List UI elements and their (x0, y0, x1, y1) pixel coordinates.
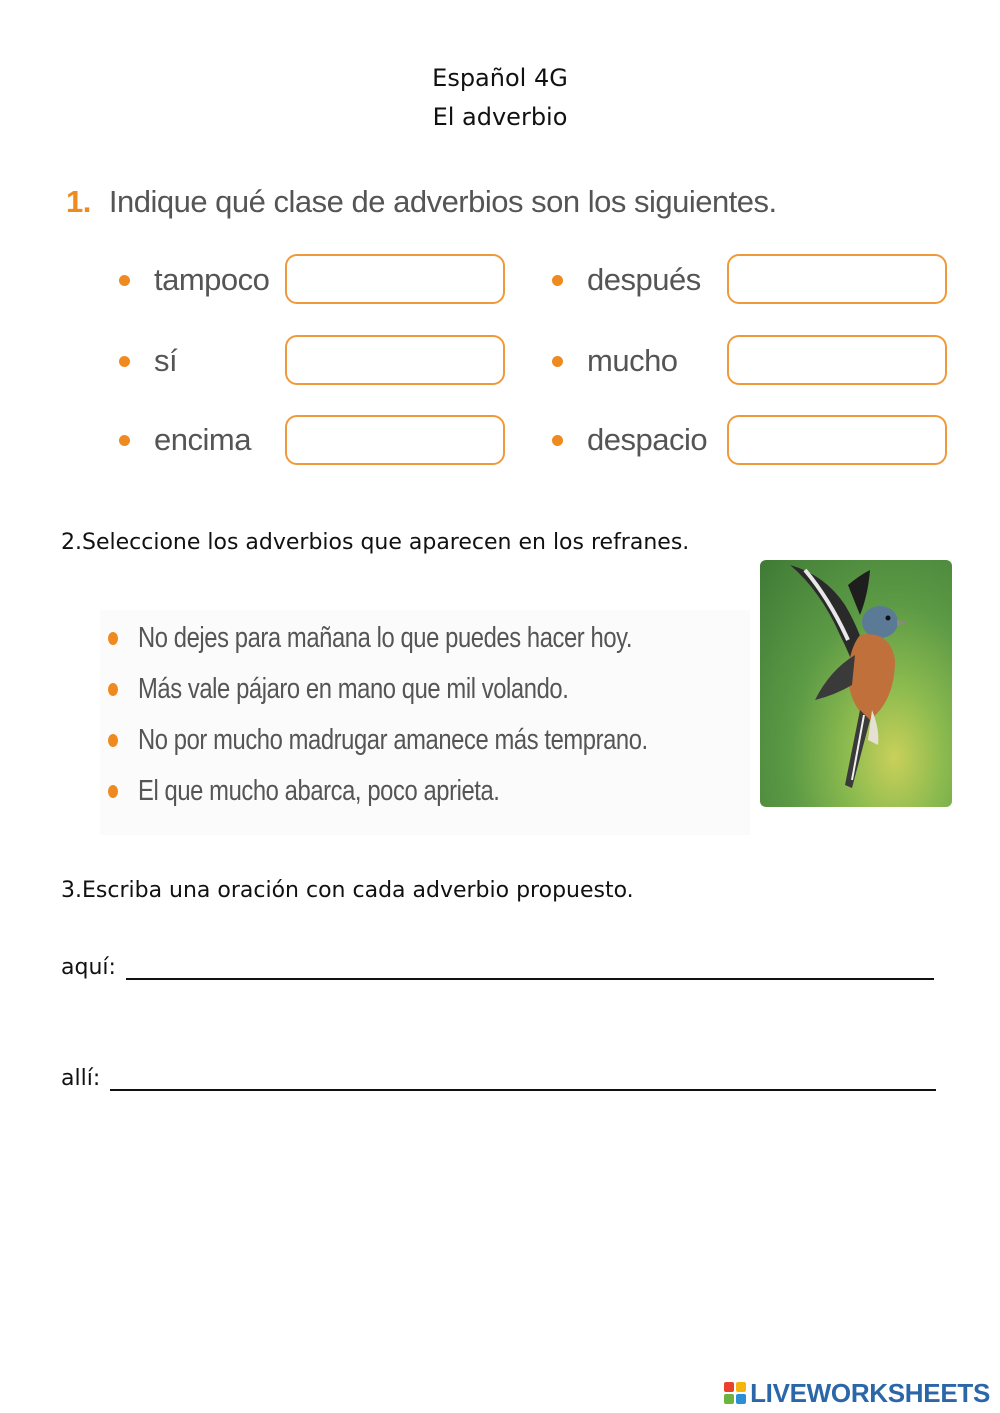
refranes-list (100, 610, 750, 835)
answer-box-tampoco[interactable] (285, 254, 505, 304)
liveworksheets-logo-icon (724, 1382, 746, 1404)
adverb-item (552, 252, 701, 308)
line-label: allí: (61, 1066, 101, 1091)
bullet-icon (108, 734, 118, 747)
refran-text[interactable]: El que mucho abarca, poco aprieta. (138, 775, 500, 807)
refran-text[interactable]: No dejes para mañana lo que puedes hacer hoy. (138, 622, 633, 654)
exercise1-instruction: Indique qué clase de adverbios son los siguientes. (108, 184, 777, 219)
worksheet-subject: Español 4G (432, 64, 568, 92)
bullet-icon (119, 356, 130, 367)
adverb-item (552, 412, 707, 468)
adverb-word: despacio (587, 422, 708, 457)
refran-item (108, 673, 663, 706)
adverb-item (552, 333, 678, 389)
bullet-icon (552, 435, 563, 446)
adverb-word: encima (154, 422, 251, 457)
watermark-brand: LIVEWORKSHEETS (750, 1377, 990, 1408)
answer-line-aqui[interactable] (126, 958, 934, 980)
refran-item (108, 775, 579, 808)
write-line-alli (61, 1066, 936, 1091)
bird-flying-photo (760, 560, 952, 807)
exercise1-heading (66, 184, 777, 220)
adverb-item (119, 252, 269, 308)
bird-icon (760, 560, 952, 807)
bullet-icon (119, 275, 130, 286)
exercise2-instruction: 2.Seleccione los adverbios que aparecen en los refranes. (61, 530, 690, 555)
bullet-icon (552, 356, 563, 367)
write-line-aqui (61, 955, 934, 980)
adverb-word: después (587, 262, 701, 297)
refran-item (108, 622, 741, 655)
liveworksheets-watermark (724, 1378, 990, 1408)
bullet-icon (552, 275, 563, 286)
refran-item (108, 724, 760, 757)
answer-box-encima[interactable] (285, 415, 505, 465)
bullet-icon (108, 785, 118, 798)
exercise3-instruction: 3.Escriba una oración con cada adverbio propuesto. (61, 878, 634, 903)
answer-line-alli[interactable] (110, 1069, 936, 1091)
worksheet-topic: El adverbio (432, 103, 568, 131)
bullet-icon (108, 683, 118, 696)
bullet-icon (119, 435, 130, 446)
bullet-icon (108, 632, 118, 645)
answer-box-mucho[interactable] (727, 335, 947, 385)
line-label: aquí: (61, 955, 116, 980)
adverb-word: tampoco (154, 262, 270, 297)
answer-box-si[interactable] (285, 335, 505, 385)
adverb-word: mucho (587, 343, 678, 378)
exercise1-number: 1. (66, 184, 91, 219)
refran-text[interactable]: No por mucho madrugar amanece más temprano. (138, 724, 648, 756)
adverb-item (119, 412, 251, 468)
adverb-word: sí (154, 343, 178, 378)
refran-text[interactable]: Más vale pájaro en mano que mil volando. (138, 673, 569, 705)
adverb-item (119, 333, 177, 389)
answer-box-despues[interactable] (727, 254, 947, 304)
answer-box-despacio[interactable] (727, 415, 947, 465)
